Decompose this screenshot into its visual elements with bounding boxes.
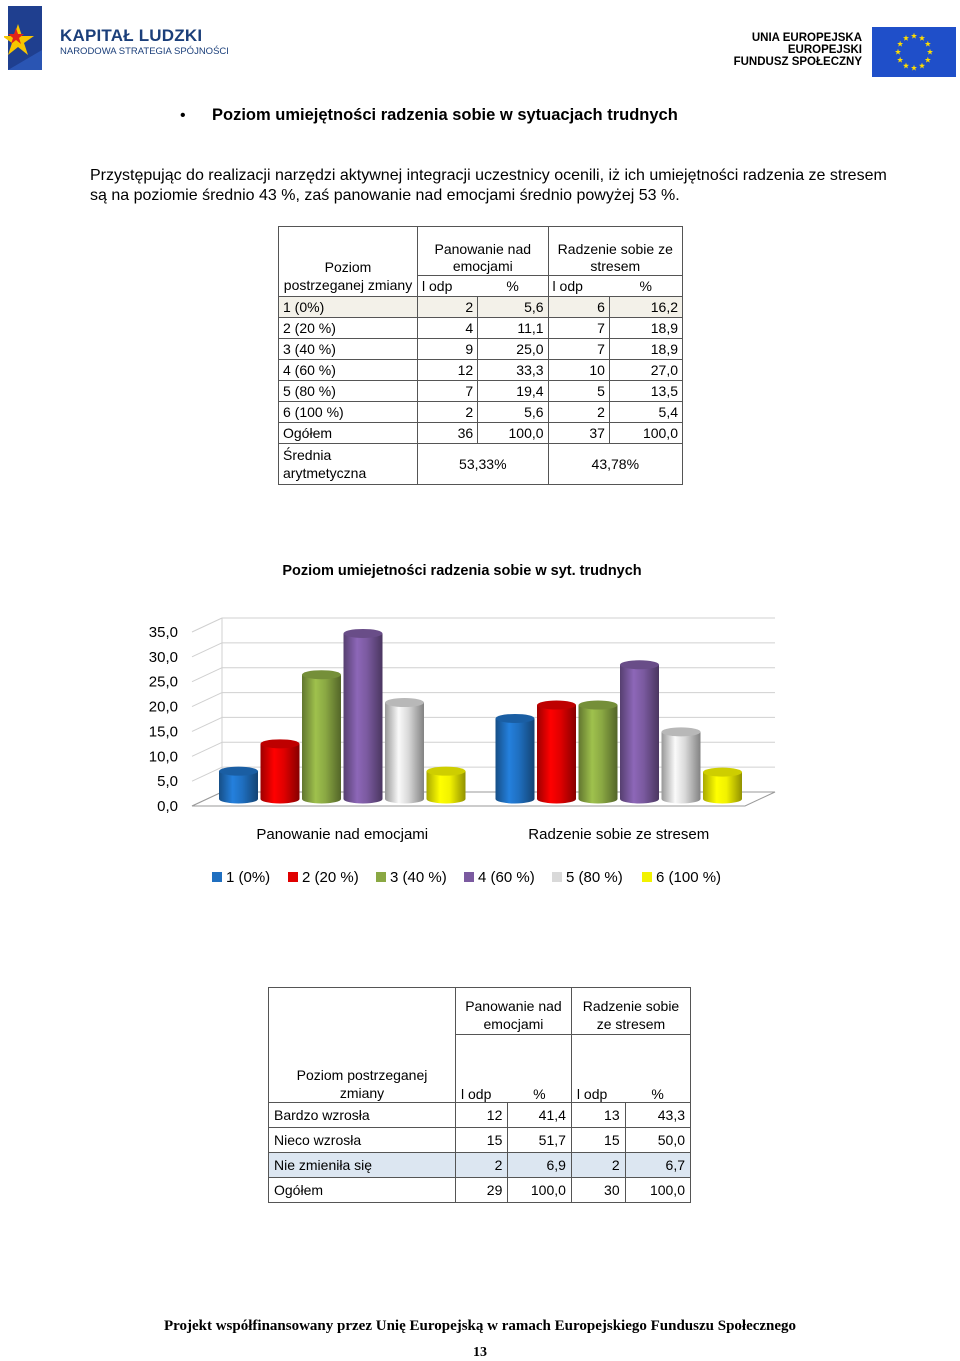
bar-stress-4 — [620, 665, 659, 804]
row-label: 5 (80 %) — [279, 381, 418, 402]
bar-top — [537, 701, 576, 710]
bar-stress-3 — [579, 705, 618, 803]
emotions-percent: 100,0 — [508, 1178, 572, 1203]
bar-top — [579, 701, 618, 710]
stress-percent: 27,0 — [609, 360, 682, 381]
table-row — [269, 1103, 691, 1128]
eu-line-1: UNIA EUROPEJSKA — [751, 32, 862, 44]
legend-swatch — [552, 872, 562, 882]
legend-label: 5 (80 %) — [566, 869, 623, 886]
kapital-ludzki-star-logo — [4, 4, 52, 74]
stress-count: 10 — [548, 360, 609, 381]
stress-percent: 18,9 — [609, 318, 682, 339]
stress-percent: 18,9 — [609, 339, 682, 360]
legend-label: 6 (100 %) — [656, 869, 722, 886]
stress-count: 2 — [571, 1153, 625, 1178]
bar-top — [427, 767, 466, 776]
eu-line-2: EUROPEJSKI — [787, 44, 862, 56]
stress-count: 30 — [571, 1178, 625, 1203]
mean-emotions: 53,33% — [418, 444, 549, 485]
emotions-count: 15 — [456, 1128, 508, 1153]
bar-emotions-5 — [385, 703, 424, 804]
row-label: Nieco wzrosła — [269, 1128, 456, 1153]
footer-text: Projekt współfinansowany przez Unię Europejską w ramach Europejskiego Funduszu Społecznego — [163, 1318, 797, 1334]
legend-swatch — [642, 872, 652, 882]
bar-top — [302, 670, 341, 679]
bar-emotions-2 — [261, 744, 300, 804]
sub-header-percent: % — [508, 1034, 572, 1103]
stress-percent: 6,7 — [625, 1153, 690, 1178]
sub-header-percent: % — [625, 1034, 690, 1103]
bar-stress-2 — [537, 705, 576, 803]
y-tick-label: 30,0 — [148, 648, 178, 666]
stress-count: 37 — [548, 423, 609, 444]
bar-stress-6 — [703, 772, 742, 803]
y-tick-label: 10,0 — [148, 748, 178, 766]
sub-header-count: l odp — [571, 1034, 625, 1103]
sub-header-count: l odp — [548, 276, 609, 297]
bullet-point: • — [180, 107, 186, 124]
results-table-1 — [278, 226, 683, 485]
col-header-emotions: Panowanie nad emocjami — [418, 227, 549, 276]
stress-count: 2 — [548, 402, 609, 423]
table-row — [279, 339, 683, 360]
bar-top — [385, 698, 424, 707]
emotions-percent: 5,6 — [478, 297, 548, 318]
gridline-depth — [192, 618, 222, 632]
col-header-level: Poziom postrzeganej zmiany — [269, 1034, 456, 1103]
legend-label: 3 (40 %) — [390, 869, 447, 886]
emotions-count: 29 — [456, 1178, 508, 1203]
row-label: 1 (0%) — [279, 297, 418, 318]
stress-count: 6 — [548, 297, 609, 318]
bar-emotions-4 — [344, 633, 383, 803]
y-tick-label: 15,0 — [148, 723, 178, 741]
eu-flag-icon — [872, 27, 956, 77]
row-label: 6 (100 %) — [279, 402, 418, 423]
bar-top — [662, 727, 701, 736]
row-label: Nie zmieniła się — [269, 1153, 456, 1178]
emotions-percent: 5,6 — [478, 402, 548, 423]
mean-label: Średnia arytmetyczna — [279, 444, 418, 485]
emotions-percent: 6,9 — [508, 1153, 572, 1178]
bar-emotions-3 — [302, 675, 341, 804]
bar-chart — [130, 612, 790, 902]
emotions-percent: 33,3 — [478, 360, 548, 381]
y-tick-label: 25,0 — [148, 673, 178, 691]
table-row — [279, 318, 683, 339]
sub-header-percent: % — [478, 276, 548, 297]
emotions-percent: 19,4 — [478, 381, 548, 402]
stress-percent: 100,0 — [625, 1178, 690, 1203]
row-label: Ogółem — [279, 423, 418, 444]
legend-swatch — [464, 872, 474, 882]
stress-count: 13 — [571, 1103, 625, 1128]
table-row — [279, 402, 683, 423]
sub-header-count: l odp — [418, 276, 478, 297]
empty-header-cell — [269, 988, 456, 1035]
bar-top — [620, 660, 659, 669]
y-tick-label: 20,0 — [148, 698, 178, 716]
emotions-count: 2 — [418, 402, 478, 423]
bar-top — [219, 767, 258, 776]
y-tick-label: 35,0 — [148, 624, 178, 641]
legend-label: 4 (60 %) — [478, 869, 535, 886]
intro-paragraph: Przystępując do realizacji narzędzi aktywnej integracji uczestnicy ocenili, iż ich umiejętności radzenia ze stresem są na poziomie średnio 43 %, zaś panowanie nad emocjami średnio powyżej 53 %. — [90, 167, 887, 204]
emotions-percent: 41,4 — [508, 1103, 572, 1128]
legend-swatch — [212, 872, 222, 882]
legend-label: 2 (20 %) — [302, 869, 359, 886]
stress-percent: 16,2 — [609, 297, 682, 318]
chart-title: Poziom umiejetności radzenia sobie w syt. trudnych — [282, 563, 642, 579]
emotions-count: 36 — [418, 423, 478, 444]
sub-header-percent: % — [609, 276, 682, 297]
stress-percent: 50,0 — [625, 1128, 690, 1153]
col-header-stress: Radzenie sobie ze stresem — [548, 227, 682, 276]
section-title: Poziom umiejętności radzenia sobie w sytuacjach trudnych — [212, 106, 678, 124]
x-category-label: Panowanie nad emocjami — [256, 826, 429, 843]
col-header-emotions: Panowanie nad emocjami — [456, 988, 572, 1035]
emotions-percent: 51,7 — [508, 1128, 572, 1153]
row-label: Ogółem — [269, 1178, 456, 1203]
stress-count: 7 — [548, 339, 609, 360]
y-tick-label: 0,0 — [157, 798, 178, 815]
emotions-percent: 11,1 — [478, 318, 548, 339]
row-label: Bardzo wzrosła — [269, 1103, 456, 1128]
table-row — [269, 1128, 691, 1153]
sub-header-count: l odp — [456, 1034, 508, 1103]
table-row — [279, 423, 683, 444]
eu-line-3: FUNDUSZ SPOŁECZNY — [733, 56, 862, 68]
stress-count: 5 — [548, 381, 609, 402]
eu-text-block — [734, 32, 862, 68]
legend-swatch — [288, 872, 298, 882]
stress-count: 15 — [571, 1128, 625, 1153]
gridline-depth — [192, 643, 222, 657]
emotions-count: 7 — [418, 381, 478, 402]
emotions-count: 12 — [418, 360, 478, 381]
page-number: 13 — [473, 1345, 487, 1360]
emotions-percent: 100,0 — [478, 423, 548, 444]
col-header-stress: Radzenie sobie ze stresem — [571, 988, 690, 1035]
table-row — [269, 1153, 691, 1178]
y-tick-label: 5,0 — [157, 773, 178, 791]
bar-emotions-1 — [219, 771, 258, 803]
emotions-count: 4 — [418, 318, 478, 339]
emotions-count: 12 — [456, 1103, 508, 1128]
stress-count: 7 — [548, 318, 609, 339]
table-row — [279, 360, 683, 381]
row-label: 2 (20 %) — [279, 318, 418, 339]
bar-emotions-6 — [427, 771, 466, 803]
row-label: 4 (60 %) — [279, 360, 418, 381]
gridline-depth — [192, 767, 222, 781]
table-row — [279, 297, 683, 318]
emotions-count: 2 — [456, 1153, 508, 1178]
bar-top — [344, 629, 383, 638]
table-row — [279, 381, 683, 402]
gridline-depth — [192, 668, 222, 682]
logo-subtitle: NARODOWA STRATEGIA SPÓJNOŚCI — [60, 46, 229, 57]
mean-stress: 43,78% — [548, 444, 682, 485]
results-table-2 — [268, 987, 691, 1203]
gridline-depth — [192, 717, 222, 731]
stress-percent: 13,5 — [609, 381, 682, 402]
bar-top — [261, 739, 300, 748]
col-header-level: Poziom postrzeganej zmiany — [279, 227, 418, 297]
legend-label: 1 (0%) — [226, 869, 271, 886]
emotions-count: 2 — [418, 297, 478, 318]
stress-percent: 43,3 — [625, 1103, 690, 1128]
bar-stress-1 — [496, 718, 535, 803]
gridline-depth — [192, 742, 222, 756]
x-category-label: Radzenie sobie ze stresem — [528, 826, 710, 843]
bar-stress-5 — [662, 732, 701, 804]
legend-swatch — [376, 872, 386, 882]
emotions-percent: 25,0 — [478, 339, 548, 360]
stress-percent: 5,4 — [609, 402, 682, 423]
stress-percent: 100,0 — [609, 423, 682, 444]
bar-top — [496, 714, 535, 723]
logo-title: KAPITAŁ LUDZKI — [60, 26, 203, 45]
kapital-ludzki-logo — [4, 4, 229, 74]
bar-top — [703, 768, 742, 777]
gridline-depth — [192, 693, 222, 707]
table-row — [269, 1178, 691, 1203]
row-label: 3 (40 %) — [279, 339, 418, 360]
emotions-count: 9 — [418, 339, 478, 360]
